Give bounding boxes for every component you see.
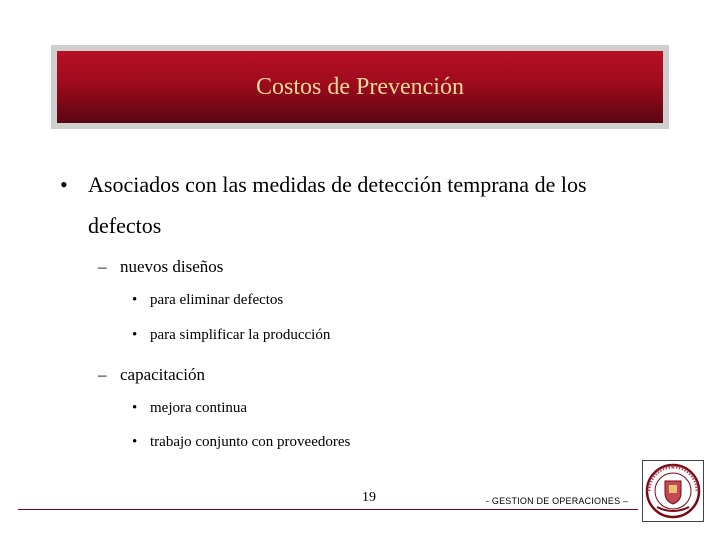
sub-sub-bullet-text: para eliminar defectos	[150, 292, 284, 308]
sub-sub-bullet-text: trabajo conjunto con proveedores	[150, 434, 351, 450]
bullet-marker: •	[60, 172, 68, 197]
small-bullet-marker: •	[132, 327, 138, 343]
page-number: 19	[362, 490, 376, 505]
bullet-text: Asociados con las medidas de detección temprana de los	[88, 172, 587, 197]
dash-marker: –	[98, 257, 107, 276]
footer-label: - GESTION DE OPERACIONES –	[486, 496, 629, 506]
sub-bullet-text: nuevos diseños	[120, 257, 224, 276]
small-bullet-marker: •	[132, 434, 138, 450]
sub-bullet-text: capacitación	[120, 365, 205, 384]
sub-sub-bullet-text: mejora continua	[150, 400, 248, 416]
sub-sub-bullet-text: para simplificar la producción	[150, 327, 331, 343]
university-seal-icon	[642, 460, 704, 522]
bullet-text-continuation: defectos	[88, 213, 162, 238]
small-bullet-marker: •	[132, 400, 138, 416]
dash-marker: –	[98, 365, 107, 384]
footer-divider	[18, 509, 638, 510]
slide-title: Costos de Prevención	[256, 73, 464, 100]
small-bullet-marker: •	[132, 292, 138, 308]
